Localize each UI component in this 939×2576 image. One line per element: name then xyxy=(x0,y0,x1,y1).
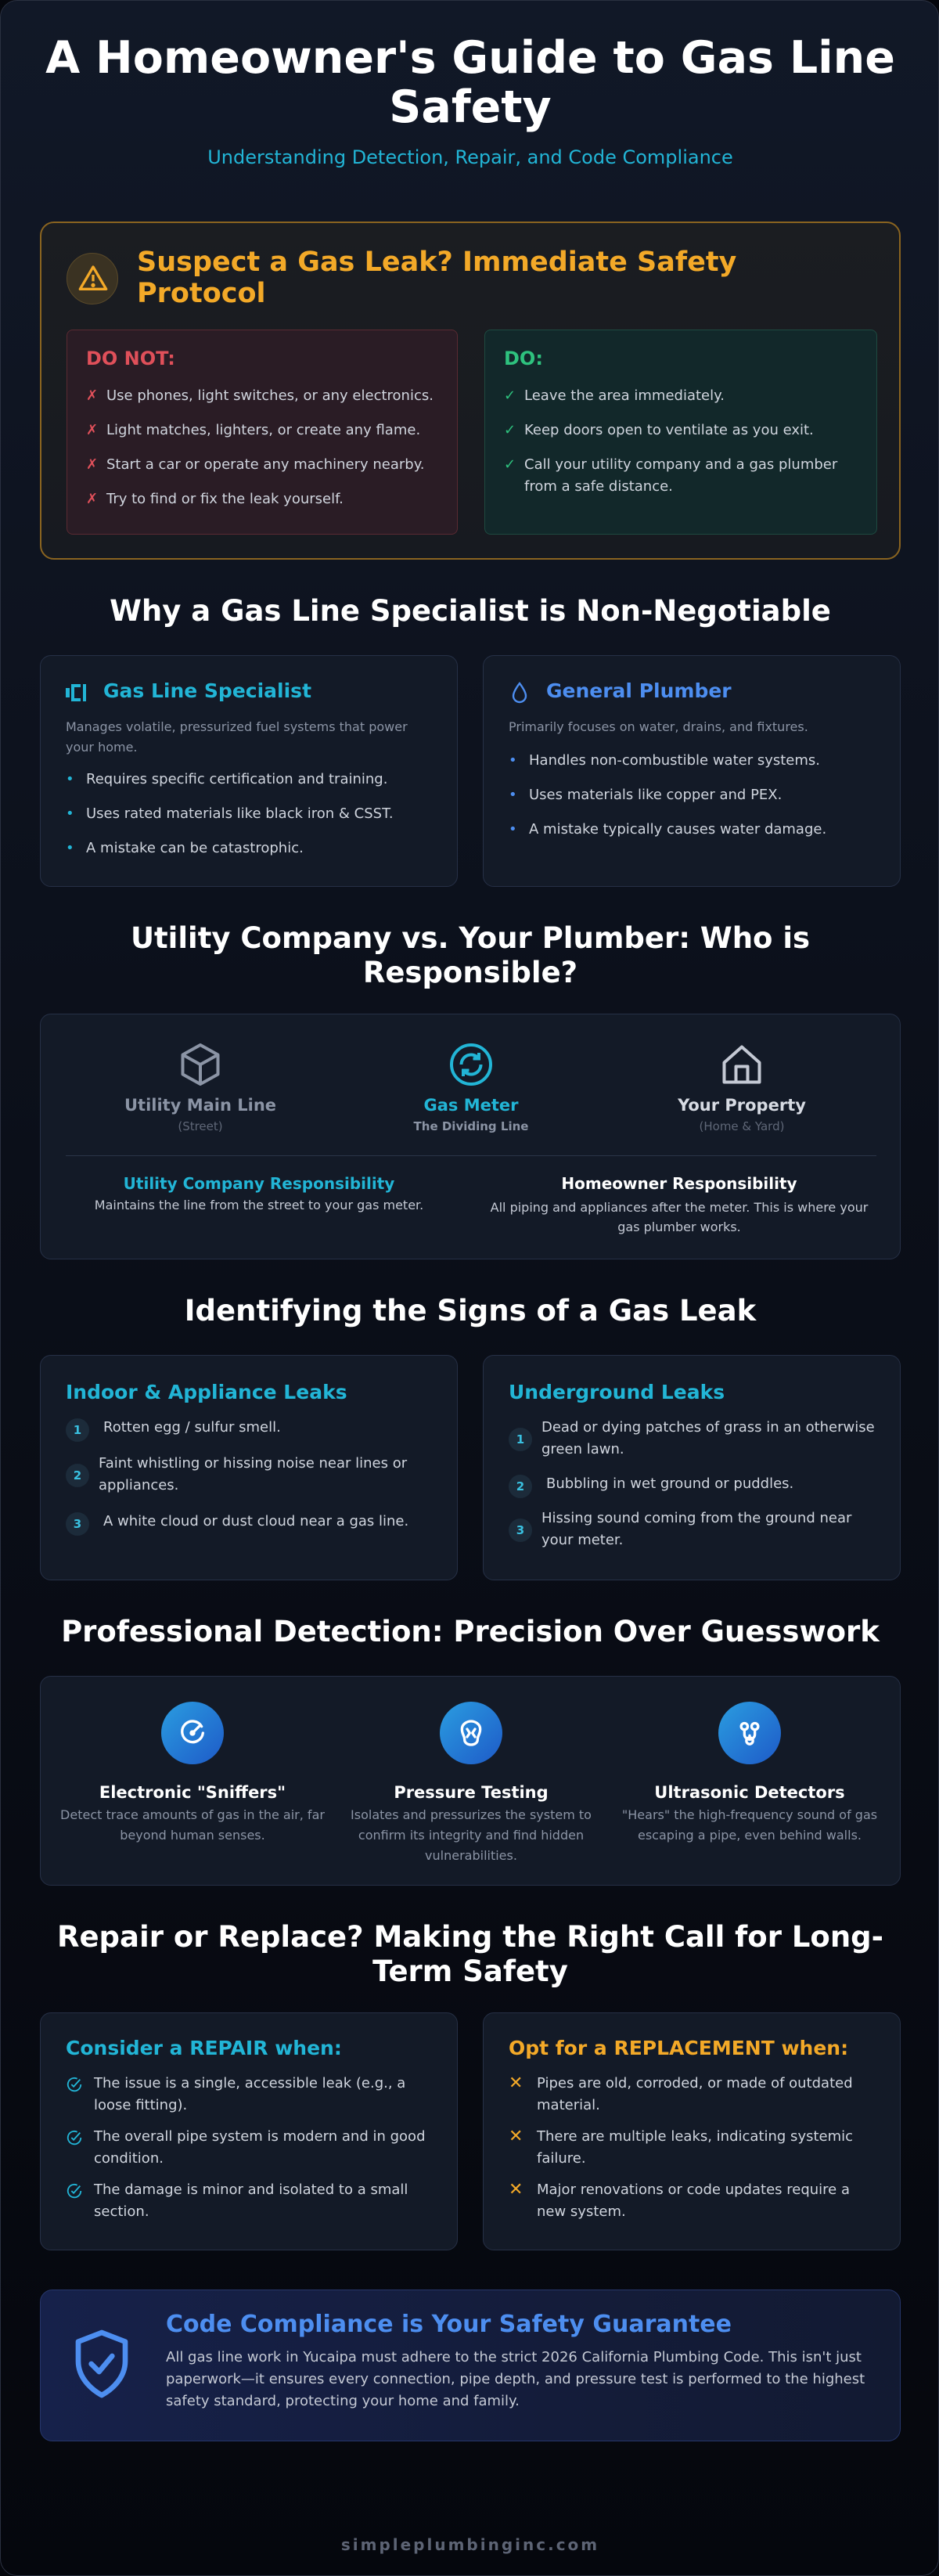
list-item: ✓ Keep doors open to ventilate as you exit. xyxy=(504,420,848,441)
list-item: 2 Faint whistling or hissing noise near lines or appliances. xyxy=(66,1453,434,1497)
list-item: • A mistake typically causes water damage. xyxy=(509,819,876,841)
divider xyxy=(66,1155,876,1156)
repair-list xyxy=(66,2073,434,2223)
sniffer-title: Electronic "Sniffers" xyxy=(99,1783,286,1802)
x-mark-icon: ✕ xyxy=(509,2073,523,2093)
utility-responsibility-desc: Maintains the line from the street to your gas meter. xyxy=(94,1198,424,1212)
step-number: 2 xyxy=(509,1475,532,1498)
gas-specialist-card xyxy=(40,655,458,887)
cube-icon xyxy=(177,1041,224,1088)
list-item: ✕ There are multiple leaks, indicating systemic failure. xyxy=(509,2127,854,2167)
list-item: ✗ Use phones, light switches, or any electronics. xyxy=(86,385,446,407)
gas-specialist-desc: Manages volatile, pressurized fuel systems that power your home. xyxy=(66,719,408,755)
list-item: 3 Hissing sound coming from the ground near your meter. xyxy=(509,1508,876,1551)
do-list xyxy=(504,385,848,498)
list-item: 1 Dead or dying patches of grass in an otherwise green lawn. xyxy=(509,1417,876,1461)
repair-title: Consider a REPAIR when: xyxy=(66,2037,342,2059)
responsibility-card xyxy=(40,1014,901,1259)
list-item: 3 A white cloud or dust cloud near a gas line. xyxy=(66,1511,434,1533)
pressure-desc: Isolates and pressurizes the system to confirm its integrity and find hidden vulnerabilities. xyxy=(351,1807,592,1863)
page-subtitle: Understanding Detection, Repair, and Code Compliance xyxy=(207,146,733,168)
step-number: 3 xyxy=(509,1519,532,1542)
homeowner-responsibility-title: Homeowner Responsibility xyxy=(561,1174,797,1193)
bullet-dot-icon: • xyxy=(509,821,517,838)
your-property-sub: (Home & Yard) xyxy=(699,1119,785,1133)
list-item: ✗ Light matches, lighters, or create any flame. xyxy=(86,420,446,441)
list-item: ✗ Try to find or fix the leak yourself. xyxy=(86,488,446,510)
repair-heading: Repair or Replace? Making the Right Call for Long-Term Safety xyxy=(56,1920,884,1988)
check-circle-icon xyxy=(66,2076,83,2093)
gauge-icon xyxy=(177,1717,208,1749)
gas-specialist-list xyxy=(66,769,434,859)
replace-title: Opt for a REPLACEMENT when: xyxy=(509,2037,849,2059)
do-panel xyxy=(484,330,877,535)
ultrasonic-badge xyxy=(718,1702,781,1764)
list-item: • Uses materials like copper and PEX. xyxy=(509,784,876,806)
list-item: The damage is minor and isolated to a small section. xyxy=(66,2179,434,2223)
list-item: • Handles non-combustible water systems. xyxy=(509,750,876,772)
pressure-badge xyxy=(440,1702,502,1764)
do-not-panel xyxy=(67,330,458,535)
gas-meter-sub: The Dividing Line xyxy=(413,1119,529,1133)
your-property-label: Your Property xyxy=(678,1096,806,1115)
list-item: 1 Rotten egg / sulfur smell. xyxy=(66,1417,434,1439)
warning-triangle-icon xyxy=(77,263,109,294)
code-title: Code Compliance is Your Safety Guarantee xyxy=(166,2311,732,2338)
step-number: 1 xyxy=(509,1428,532,1451)
general-plumber-title: General Plumber xyxy=(546,679,732,702)
stethoscope-icon xyxy=(734,1717,765,1749)
indoor-leaks-title: Indoor & Appliance Leaks xyxy=(66,1381,347,1403)
pressure-icon xyxy=(455,1717,487,1749)
step-number: 1 xyxy=(66,1418,89,1442)
step-number: 3 xyxy=(66,1512,89,1536)
gas-specialist-title: Gas Line Specialist xyxy=(103,679,312,702)
step-number: 2 xyxy=(66,1464,89,1487)
ultrasonic-title: Ultrasonic Detectors xyxy=(654,1783,845,1802)
repair-card xyxy=(40,2012,458,2250)
indoor-leaks-list xyxy=(66,1417,434,1533)
list-item: The issue is a single, accessible leak (e.g., a loose fitting). xyxy=(66,2073,434,2117)
general-plumber-list xyxy=(509,750,876,841)
list-item: ✕ Pipes are old, corroded, or made of outdated material. xyxy=(509,2073,853,2113)
indoor-leaks-card xyxy=(40,1355,458,1580)
bullet-dot-icon: • xyxy=(509,787,517,803)
check-icon: ✓ xyxy=(504,387,516,404)
do-heading: DO: xyxy=(504,348,543,369)
gas-meter-label: Gas Meter xyxy=(423,1096,519,1115)
list-item: The overall pipe system is modern and in good condition. xyxy=(66,2126,434,2170)
replace-list xyxy=(509,2073,876,2223)
list-item: ✕ Major renovations or code updates require a new system. xyxy=(509,2180,850,2220)
code-compliance-box xyxy=(40,2290,901,2441)
code-text: All gas line work in Yucaipa must adhere to the strict 2026 California Plumbing Code. This isn't just paperwork—it ensures every connection, pipe depth, and pressure test is performed to the highest safety standard, protecting your home and family. xyxy=(166,2349,865,2409)
sniffer-desc: Detect trace amounts of gas in the air, far beyond human senses. xyxy=(60,1807,325,1843)
specialist-heading: Why a Gas Line Specialist is Non-Negotiable xyxy=(110,594,831,628)
meter-icon xyxy=(448,1041,495,1088)
cross-icon: ✗ xyxy=(86,387,99,404)
cross-icon: ✗ xyxy=(86,491,99,507)
x-mark-icon: ✕ xyxy=(509,2180,523,2200)
pipe-icon xyxy=(66,683,89,703)
check-icon: ✓ xyxy=(504,456,516,473)
general-plumber-desc: Primarily focuses on water, drains, and fixtures. xyxy=(509,719,808,734)
signs-heading: Identifying the Signs of a Gas Leak xyxy=(184,1294,757,1328)
check-icon: ✓ xyxy=(504,422,516,438)
utility-main-line-sub: (Street) xyxy=(178,1119,223,1133)
water-drop-icon xyxy=(510,681,529,704)
do-not-heading: DO NOT: xyxy=(86,348,175,369)
list-item: ✓ Leave the area immediately. xyxy=(504,385,848,407)
house-icon xyxy=(718,1041,765,1088)
bullet-dot-icon: • xyxy=(66,805,74,822)
bullet-dot-icon: • xyxy=(509,752,517,769)
utility-responsibility-title: Utility Company Responsibility xyxy=(123,1174,395,1193)
x-mark-icon: ✕ xyxy=(509,2127,523,2146)
homeowner-responsibility-desc: All piping and appliances after the meter. This is where your gas plumber works. xyxy=(490,1200,869,1234)
list-item: 2 Bubbling in wet ground or puddles. xyxy=(509,1473,876,1495)
utility-main-line-label: Utility Main Line xyxy=(124,1096,277,1115)
list-item: • A mistake can be catastrophic. xyxy=(66,838,434,859)
general-plumber-card xyxy=(483,655,901,887)
check-circle-icon xyxy=(66,2129,83,2146)
check-circle-icon xyxy=(66,2182,83,2200)
ultrasonic-desc: "Hears" the high-frequency sound of gas escaping a pipe, even behind walls. xyxy=(621,1807,878,1843)
underground-leaks-title: Underground Leaks xyxy=(509,1381,725,1403)
sniffer-badge xyxy=(161,1702,224,1764)
replace-card xyxy=(483,2012,901,2250)
safety-title: Suspect a Gas Leak? Immediate Safety Protocol xyxy=(137,247,737,309)
underground-leaks-list xyxy=(509,1417,876,1551)
list-item: • Requires specific certification and training. xyxy=(66,769,434,791)
cross-icon: ✗ xyxy=(86,422,99,438)
list-item: ✗ Start a car or operate any machinery nearby. xyxy=(86,454,446,476)
bullet-dot-icon: • xyxy=(66,771,74,787)
list-item: • Uses rated materials like black iron & CSST. xyxy=(66,803,434,825)
detection-heading: Professional Detection: Precision Over Guesswork xyxy=(61,1615,880,1648)
shield-check-icon xyxy=(70,2326,133,2401)
safety-protocol-box xyxy=(40,222,901,560)
pressure-title: Pressure Testing xyxy=(394,1783,549,1802)
bullet-dot-icon: • xyxy=(66,840,74,856)
footer-site: simpleplumbinginc.com xyxy=(340,2535,600,2554)
list-item: ✓ Call your utility company and a gas plumber from a safe distance. xyxy=(504,454,848,498)
utility-heading: Utility Company vs. Your Plumber: Who is Responsible? xyxy=(130,921,811,989)
underground-leaks-card xyxy=(483,1355,901,1580)
page-title: A Homeowner's Guide to Gas Line Safety xyxy=(45,32,895,133)
cross-icon: ✗ xyxy=(86,456,99,473)
detection-card xyxy=(40,1676,901,1886)
warning-badge xyxy=(67,253,118,304)
do-not-list xyxy=(86,385,446,510)
